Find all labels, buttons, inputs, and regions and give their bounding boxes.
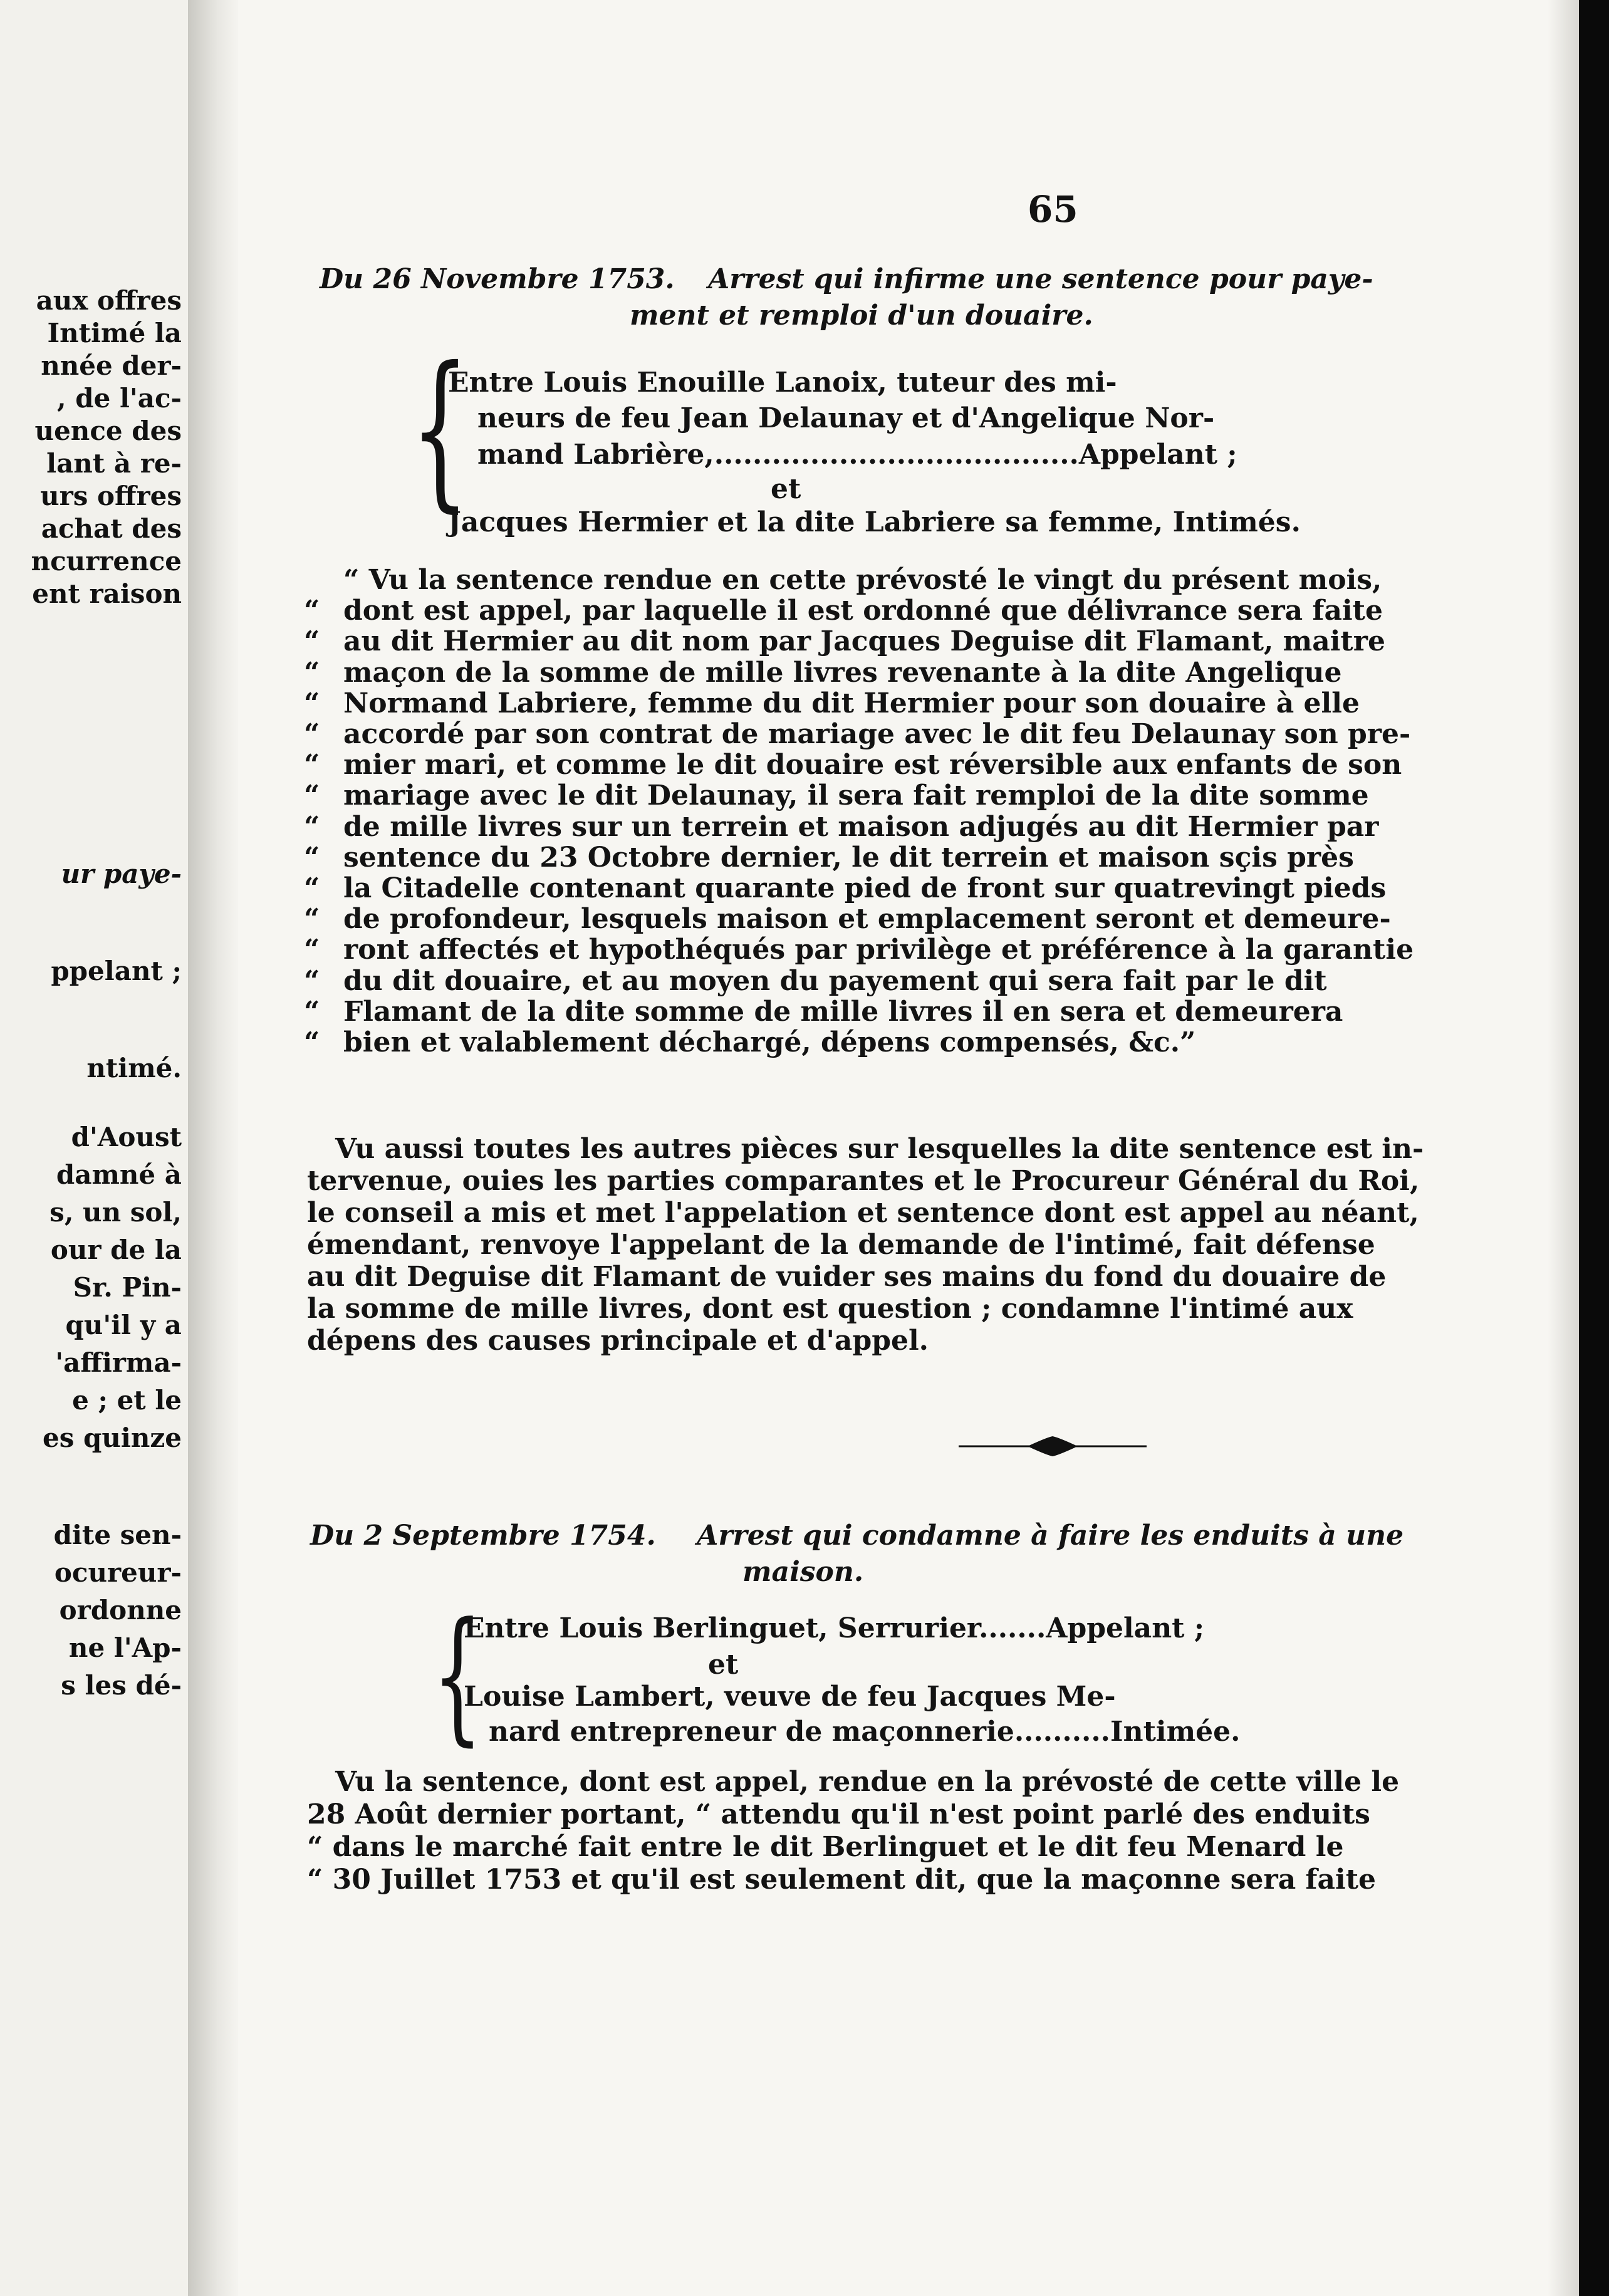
prev-page-line: ntimé. <box>86 1053 182 1083</box>
quote-mark: “ <box>304 964 320 997</box>
quote-mark: “ <box>304 718 320 750</box>
body-line: “ 30 Juillet 1753 et qu'il est seulement dit, que la maçonne sera faite <box>307 1864 1377 1896</box>
prev-page-line: nnée der- <box>41 350 182 381</box>
quote-line: au dit Hermier au dit nom par Jacques Deguise dit Flamant, maitre <box>343 625 1385 658</box>
prev-page-line: uence des <box>34 415 182 446</box>
quote-line: de profondeur, lesquels maison et emplacement seront et demeure- <box>343 903 1391 936</box>
prev-page-line: achat des <box>41 513 182 544</box>
body-line: Vu la sentence, dont est appel, rendue en la prévosté de cette ville le <box>335 1766 1400 1798</box>
body-line: la somme de mille livres, dont est question ; condamne l'intimé aux <box>307 1293 1353 1325</box>
quote-line: Normand Labriere, femme du dit Hermier pour son douaire à elle <box>343 687 1360 719</box>
quote-mark: “ <box>304 903 320 936</box>
quote-mark: “ <box>304 625 320 658</box>
quote-mark: “ <box>304 872 320 904</box>
body-line: tervenue, ouies les parties comparantes et le Procureur Général du Roi, <box>307 1165 1420 1197</box>
quote-line: dont est appel, par laquelle il est ordonné que délivrance sera faite <box>343 595 1383 627</box>
body-line: dépens des causes principale et d'appel. <box>307 1325 929 1357</box>
case1-heading-date: Du 26 Novembre 1753. <box>320 263 675 295</box>
prev-page-line: ordonne <box>59 1595 182 1625</box>
case2-party-line: Entre Louis Berlinguet, Serrurier.......Appelant ; <box>464 1612 1205 1644</box>
case2-heading <box>310 1520 1403 1552</box>
prev-page-line: ncurrence <box>31 546 182 577</box>
quote-line: la Citadelle contenant quarante pied de front sur quatrevingt pieds <box>343 872 1387 904</box>
prev-page-line: ocureur- <box>54 1557 182 1588</box>
quote-line: ront affectés et hypothéqués par privilège et préférence à la garantie <box>343 934 1414 966</box>
quote-line: de mille livres sur un terrein et maison adjugés au dit Hermier par <box>343 810 1379 843</box>
case1-heading-title-cont: ment et remploi d'un douaire. <box>630 300 1093 331</box>
prev-page-line: ent raison <box>32 578 182 609</box>
quote-mark: “ <box>304 687 320 719</box>
body-line: émendant, renvoye l'appelant de la demande de l'intimé, fait défense <box>307 1229 1375 1261</box>
body-line: au dit Deguise dit Flamant de vuider ses mains du fond du douaire de <box>307 1261 1387 1293</box>
prev-page-line: urs offres <box>40 481 182 511</box>
case1-party-line: Jacques Hermier et la dite Labriere sa femme, Intimés. <box>448 506 1301 538</box>
quote-mark: “ <box>304 749 320 781</box>
prev-page-line: , de l'ac- <box>57 383 182 414</box>
quote-mark: “ <box>304 810 320 843</box>
prev-page-line: our de la <box>50 1234 182 1265</box>
quote-mark: “ <box>304 1026 320 1058</box>
case1-party-connector: et <box>771 473 801 505</box>
case2-party-line: nard entrepreneur de maçonnerie..........Intimée. <box>489 1716 1241 1748</box>
body-line: 28 Août dernier portant, “ attendu qu'il n'est point parlé des enduits <box>307 1798 1370 1830</box>
case2-heading-title-cont: maison. <box>742 1556 864 1588</box>
quote-line: mier mari, et comme le dit douaire est réversible aux enfants de son <box>343 749 1402 781</box>
page-number: 65 <box>1028 188 1078 231</box>
case1-heading-title: Arrest qui infirme une sentence pour paye- <box>708 263 1373 295</box>
previous-page-strip <box>0 0 188 2296</box>
case1-party-line: mand Labrière,......................................Appelant ; <box>477 439 1237 471</box>
ornament-divider <box>959 1435 1147 1458</box>
page-edge-shadow <box>1548 0 1579 2296</box>
book-page <box>238 0 1579 2296</box>
prev-page-line: ur paye- <box>61 858 182 889</box>
quote-mark: “ <box>304 841 320 874</box>
prev-page-line: lant à re- <box>46 448 182 479</box>
case1-party-line: Entre Louis Enouille Lanoix, tuteur des mi- <box>448 367 1117 399</box>
book-gutter <box>188 0 238 2296</box>
prev-page-line: s les dé- <box>61 1670 182 1701</box>
prev-page-line: s, un sol, <box>49 1197 182 1228</box>
prev-page-line: dite sen- <box>53 1520 182 1550</box>
quote-line: sentence du 23 Octobre dernier, le dit terrein et maison sçis près <box>343 841 1354 874</box>
prev-page-line: e ; et le <box>72 1385 182 1416</box>
prev-page-line: qu'il y a <box>65 1310 182 1340</box>
quote-mark: “ <box>304 595 320 627</box>
prev-page-line: aux offres <box>36 285 182 316</box>
case1-heading <box>320 263 1373 295</box>
prev-page-line: d'Aoust <box>71 1122 182 1152</box>
quote-line: mariage avec le dit Delaunay, il sera fait remploi de la dite somme <box>343 780 1369 812</box>
quote-mark: “ <box>304 934 320 966</box>
case2-party-connector: et <box>708 1649 739 1681</box>
prev-page-line: Sr. Pin- <box>73 1272 182 1303</box>
quote-mark: “ <box>304 656 320 689</box>
case2-heading-title: Arrest qui condamne à faire les enduits à une <box>697 1520 1404 1552</box>
quote-line: Flamant de la dite somme de mille livres il en sera et demeurera <box>343 995 1343 1028</box>
quote-mark: “ <box>304 780 320 812</box>
quote-line: accordé par son contrat de mariage avec le dit feu Delaunay son pre- <box>343 718 1411 750</box>
prev-page-line: ppelant ; <box>51 956 182 986</box>
prev-page-line: damné à <box>56 1159 182 1190</box>
prev-page-line: Intimé la <box>47 318 182 348</box>
scan-border <box>1579 0 1609 2296</box>
body-line: Vu aussi toutes les autres pièces sur lesquelles la dite sentence est in- <box>335 1133 1424 1165</box>
curly-brace-icon: { <box>432 1592 483 1760</box>
quote-mark: “ <box>304 995 320 1028</box>
quote-line: bien et valablement déchargé, dépens compensés, &c.” <box>343 1026 1196 1058</box>
curly-brace-icon: { <box>410 330 470 528</box>
case2-heading-date: Du 2 Septembre 1754. <box>310 1520 656 1552</box>
prev-page-line: ne l'Ap- <box>68 1632 182 1663</box>
quote-line: “ Vu la sentence rendue en cette prévosté le vingt du présent mois, <box>343 564 1382 596</box>
case1-party-line: neurs de feu Jean Delaunay et d'Angelique Nor- <box>477 402 1215 434</box>
quote-line: du dit douaire, et au moyen du payement qui sera fait par le dit <box>343 964 1327 997</box>
body-line: “ dans le marché fait entre le dit Berlinguet et le dit feu Menard le <box>307 1831 1344 1863</box>
quote-line: maçon de la somme de mille livres revenante à la dite Angelique <box>343 656 1342 689</box>
case2-party-line: Louise Lambert, veuve de feu Jacques Me- <box>464 1681 1116 1713</box>
prev-page-line: es quinze <box>43 1422 182 1453</box>
body-line: le conseil a mis et met l'appelation et sentence dont est appel au néant, <box>307 1197 1419 1229</box>
prev-page-line: 'affirma- <box>55 1347 182 1378</box>
